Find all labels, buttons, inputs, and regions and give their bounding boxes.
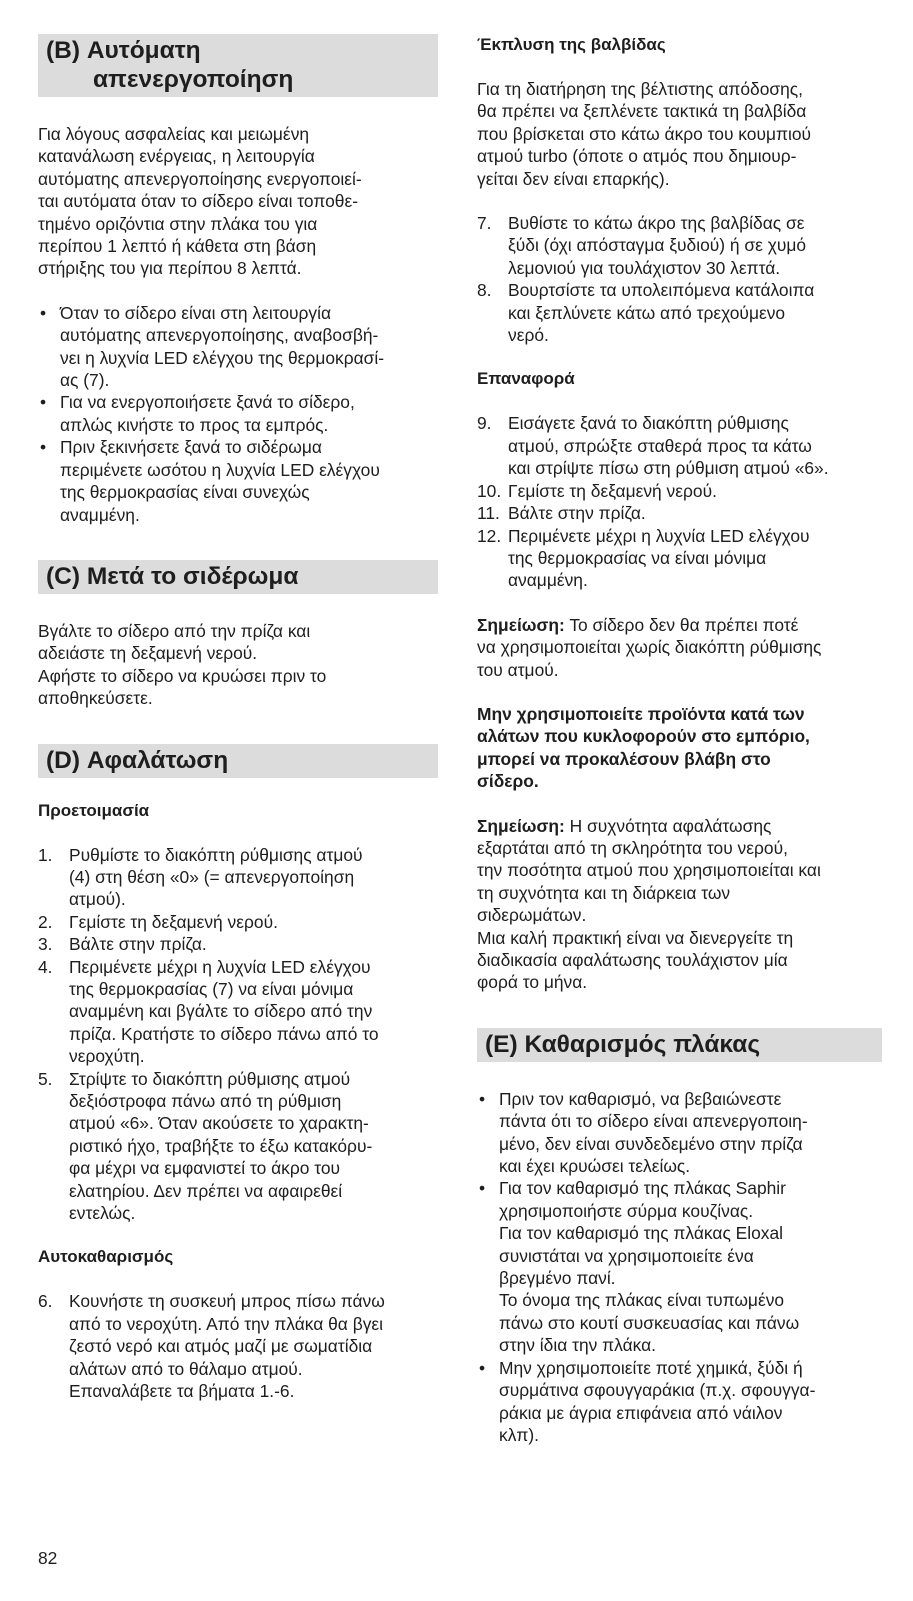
section-b-heading-line1: (B) Αυτόματη xyxy=(46,37,201,64)
bullet-icon: • xyxy=(40,302,47,323)
list-item: 4. Περιμένετε μέχρι η λυχνία LED ελέγχου της θερμοκρασίας (7) να είναι μόνιμα αναμμένη και βγάλτε το σίδερο από την πρίζα. Κρατήστε το σίδερο πάνω από το νεροχύτη. xyxy=(38,956,379,1067)
list-item: 6. Κουνήστε τη συσκευή μπρος πίσω πάνω από το νεροχύτη. Από την πλάκα θα βγει ζεστό νερό και ατμός μαζί με σωματίδια αλάτων από το θάλαμο ατμού. Επαναλάβετε τα βήματα 1.-6. xyxy=(38,1291,385,1402)
rinse-valve-text: Για τη διατήρηση της βέλτιστης απόδοσης, θα πρέπει να ξεπλένετε τακτικά τη βαλβίδα που βρίσκεται στο κάτω άκρο του κουμπιού ατμού turbo (όποτε ο ατμός που δημιουρ- γείται δεν είναι επαρκής). xyxy=(477,79,812,189)
list-item: 2. Γεμίστε τη δεξαμενή νερού. xyxy=(38,911,278,932)
section-b-bullets xyxy=(38,302,438,526)
section-e-bullets xyxy=(477,1088,882,1447)
list-item: 7. Βυθίστε το κάτω άκρο της βαλβίδας σε ξύδι (όχι απόσταγμα ξυδιού) ή σε χυμό λεμονιού για τουλάχιστον 30 λεπτά. xyxy=(477,213,807,278)
note-steam-switch: Σημείωση: Το σίδερο δεν θα πρέπει ποτέ να χρησιμοποιείται χωρίς διακόπτη ρύθμισης του ατμού. xyxy=(477,614,822,680)
preparation-steps xyxy=(38,844,438,1225)
reset-steps xyxy=(477,412,882,591)
rinse-valve-title: Έκπλυση της βαλβίδας xyxy=(477,35,666,54)
list-item: 1. Ρυθμίστε το διακόπτη ρύθμισης ατμού (4) στη θέση «0» (= απενεργοποίηση ατμού). xyxy=(38,844,363,910)
bullet-icon: • xyxy=(479,1088,486,1109)
right-column xyxy=(477,34,882,1446)
bullet-icon: • xyxy=(479,1178,486,1199)
section-b-heading xyxy=(38,34,438,97)
section-e-heading: (E) Καθαρισμός πλάκας xyxy=(477,1028,882,1062)
rinse-steps xyxy=(477,212,882,346)
bullet-icon: • xyxy=(479,1357,486,1378)
note-descaling-frequency: Σημείωση: Η συχνότητα αφαλάτωσης εξαρτάται από τη σκληρότητα του νερού, την ποσότητα ατμού που χρησιμοποιείται και τη συχνότητα και τη διάρκεια των σιδερωμάτων. Μια καλή πρακτική είναι να διενεργείτε τη διαδικασία αφαλάτωσης τουλάχιστον μία φορά το μήνα. xyxy=(477,815,821,993)
page-number: 82 xyxy=(38,1548,58,1568)
list-item: • Όταν το σίδερο είναι στη λειτουργία αυτόματης απενεργοποίησης, αναβοσβή- νει η λυχνία LED ελέγχου της θερμοκρασί- ας (7). xyxy=(40,302,385,391)
list-item: 5. Στρίψτε το διακόπτη ρύθμισης ατμού δεξιόστροφα πάνω από τη ρύθμιση ατμού «6». Όταν ακούσετε το χαρακτη- ριστικό ήχο, τραβήξτε το έξω κατακόρυ- φα μέχρι να εμφανιστεί το άκρο του ελατηρίου. Δεν πρέπει να αφαιρεθεί εντελώς. xyxy=(38,1068,373,1224)
list-item: • Μην χρησιμοποιείτε ποτέ χημικά, ξύδι ή συρμάτινα σφουγγαράκια (π.χ. σφουγγα- ράκια με άγρια επιφάνεια από νάιλον κλπ). xyxy=(479,1357,816,1445)
list-item: • Πριν ξεκινήσετε ξανά το σιδέρωμα περιμένετε ωσότου η λυχνία LED ελέγχου της θερμοκρασίας είναι συνεχώς αναμμένη. xyxy=(40,437,380,525)
list-item: • Πριν τον καθαρισμό, να βεβαιώνεστε πάντα ότι το σίδερο είναι απενεργοποιη- μένο, δεν είναι συνδεδεμένο στην πρίζα και έχει κρυώσει τελείως. xyxy=(479,1088,808,1177)
section-b-heading-line2: απενεργοποίηση xyxy=(93,66,294,93)
list-item: 9. Εισάγετε ξανά το διακόπτη ρύθμισης ατμού, σπρώξτε σταθερά προς τα κάτω και στρίψτε πίσω στη ρύθμιση ατμού «6». xyxy=(477,413,829,479)
section-d-heading: (D) Αφαλάτωση xyxy=(38,744,438,778)
list-item: 8. Βουρτσίστε τα υπολειπόμενα κατάλοιπα και ξεπλύνετε κάτω από τρεχούμενο νερό. xyxy=(477,280,815,346)
list-item: 10. Γεμίστε τη δεξαμενή νερού. xyxy=(477,480,717,501)
list-item: • Για τον καθαρισμό της πλάκας Saphir χρησιμοποιήστε σύρμα κουζίνας. Για τον καθαρισμό της πλάκας Eloxal συνιστάται να χρησιμοποιείτε ένα βρεγμένο πανί. Το όνομα της πλάκας είναι τυπωμένο πάνω στο κουτί συσκευασίας και πάνω στην ίδια την πλάκα. xyxy=(479,1178,800,1356)
preparation-title: Προετοιμασία xyxy=(38,800,150,820)
list-item: 3. Βάλτε στην πρίζα. xyxy=(38,934,207,955)
section-b-intro: Για λόγους ασφαλείας και μειωμένη κατανάλωση ενέργειας, η λειτουργία αυτόματης απενεργοποίησης ενεργοποιεί- ται αυτόματα όταν το σίδερο είναι τοποθε- τημένο οριζόντια στην πλάκα του για περίπου 1 λεπτό ή κάθετα στη βάση στήριξης του για περίπου 8 λεπτά. xyxy=(38,124,362,279)
left-column xyxy=(38,34,438,1402)
self-cleaning-title: Αυτοκαθαρισμός xyxy=(38,1247,174,1267)
section-c-heading: (C) Μετά το σιδέρωμα xyxy=(38,560,438,594)
reset-title: Επαναφορά xyxy=(477,369,575,389)
list-item: 12. Περιμένετε μέχρι η λυχνία LED ελέγχου της θερμοκρασίας να είναι μόνιμα αναμμένη. xyxy=(477,525,810,591)
bullet-icon: • xyxy=(40,392,47,413)
bullet-icon: • xyxy=(40,437,47,458)
section-c-text: Βγάλτε το σίδερο από την πρίζα και αδειάστε τη δεξαμενή νερού. Αφήστε το σίδερο να κρυώσει πριν το αποθηκεύσετε. xyxy=(38,620,327,709)
self-cleaning-steps xyxy=(38,1290,438,1402)
list-item: • Για να ενεργοποιήσετε ξανά το σίδερο, απλώς κινήστε το προς τα εμπρός. xyxy=(40,392,355,435)
list-item: 11. Βάλτε στην πρίζα. xyxy=(477,503,646,524)
note-label: Σημείωση: xyxy=(477,614,565,635)
warning-text: Μην χρησιμοποιείτε προϊόντα κατά των αλάτων που κυκλοφορούν στο εμπόριο, μπορεί να προκαλέσουν βλάβη στο σίδερο. xyxy=(477,703,810,792)
note-label: Σημείωση: xyxy=(477,815,565,836)
